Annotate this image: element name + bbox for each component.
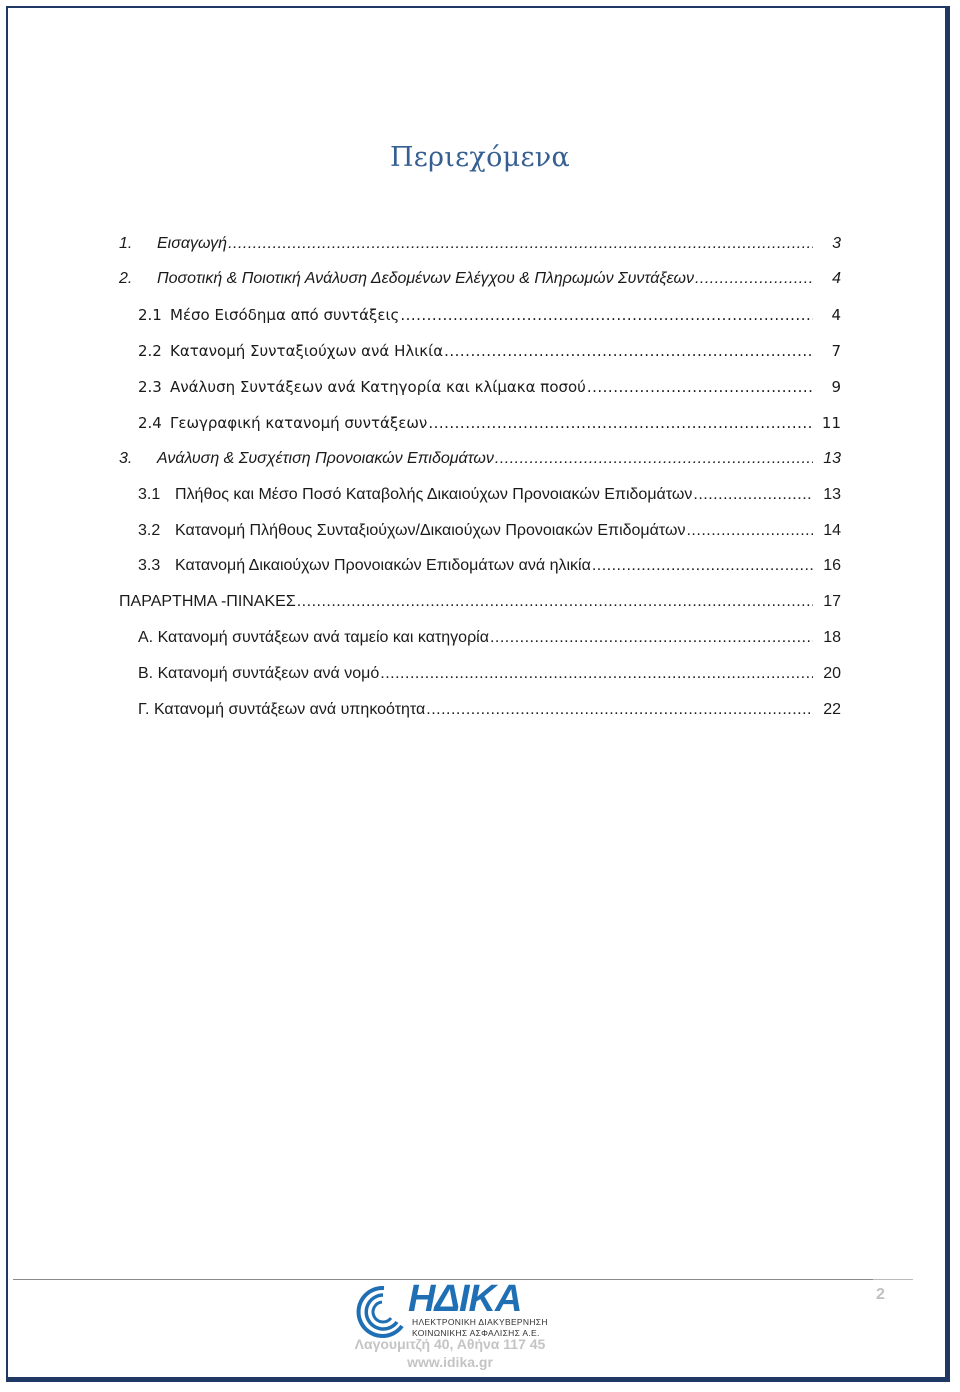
toc-label: Α. Κατανομή συντάξεων ανά ταμείο και κατηγορία: [138, 629, 489, 646]
toc-number: 1.: [119, 235, 133, 252]
toc-page: 3: [832, 235, 841, 252]
toc-page: 4: [831, 306, 841, 324]
toc-entry-2-3[interactable]: [0, 378, 960, 404]
toc-label: ΠΑΡΑΡΤΗΜΑ -ΠΙΝΑΚΕΣ: [119, 593, 296, 610]
toc-leader: [686, 522, 813, 540]
page-title: Περιεχόμενα: [389, 142, 571, 173]
toc-label: Ποσοτική & Ποιοτική Ανάλυση Δεδομένων Ελέγχου & Πληρωμών Συντάξεων: [157, 270, 694, 287]
toc-label: Πλήθος και Μέσο Ποσό Καταβολής Δικαιούχων Προνοιακών Επιδομάτων: [175, 486, 693, 503]
toc-label: Ανάλυση & Συσχέτιση Προνοιακών Επιδομάτων: [157, 450, 494, 467]
toc-leader: [428, 414, 813, 432]
toc-number: 2.1: [138, 306, 162, 324]
toc-entry-3-1[interactable]: [0, 486, 960, 512]
toc-leader: [490, 629, 813, 647]
toc-leader: [400, 306, 813, 324]
toc-label: Γεωγραφική κατανομή συντάξεων: [170, 414, 428, 432]
toc-page: 4: [832, 270, 841, 287]
toc-leader: [592, 557, 813, 575]
footer-website[interactable]: www.idika.gr: [407, 1354, 493, 1370]
toc-number: 2.3: [138, 378, 162, 396]
toc-label: Κατανομή Δικαιούχων Προνοιακών Επιδομάτων ανά ηλικία: [175, 557, 591, 574]
toc-page: 18: [823, 629, 841, 646]
toc-label: Κατανομή Πλήθους Συνταξιούχων/Δικαιούχων Προνοιακών Επιδομάτων: [175, 522, 686, 539]
toc-page: 20: [823, 665, 841, 682]
toc-entry-appendix-b[interactable]: [0, 665, 960, 691]
toc-leader: [695, 270, 813, 288]
page-border: [6, 6, 950, 1382]
page-number: 2: [876, 1286, 885, 1303]
toc-entry-appendix[interactable]: [0, 593, 960, 619]
toc-number: 3.1: [138, 486, 161, 503]
toc-label: Β. Κατανομή συντάξεων ανά νομό: [138, 665, 380, 682]
logo-subtitle-1: ΗΛΕΚΤΡΟΝΙΚΗ ΔΙΑΚΥΒΕΡΝΗΣΗ: [412, 1317, 548, 1327]
toc-entry-2-1[interactable]: [0, 306, 960, 332]
toc-number: 3.3: [138, 557, 161, 574]
toc-leader: [693, 486, 813, 504]
toc-leader: [426, 701, 813, 719]
footer-address: Λαγουμιτζή 40, Αθήνα 117 45: [354, 1336, 546, 1352]
toc-leader: [297, 593, 813, 611]
footer-divider-right: [873, 1279, 913, 1280]
toc-number: 2.4: [138, 414, 162, 432]
logo-subtitle-2: ΚΟΙΝΩΝΙΚΗΣ ΑΣΦΑΛΙΣΗΣ Α.Ε.: [412, 1328, 540, 1338]
toc-number: 2.2: [138, 342, 162, 360]
toc-entry-appendix-a[interactable]: [0, 629, 960, 655]
idika-logo: [354, 1278, 554, 1340]
toc-label: Εισαγωγή: [157, 235, 228, 252]
toc-leader: [444, 342, 813, 360]
toc-entry-2-4[interactable]: [0, 414, 960, 440]
toc-page: 17: [823, 593, 841, 610]
toc-leader: [380, 665, 813, 683]
toc-entry-3-3[interactable]: [0, 557, 960, 583]
toc-entry-3[interactable]: [0, 450, 960, 476]
toc-label: Γ. Κατανομή συντάξεων ανά υπηκοότητα: [138, 701, 426, 718]
toc-page: 9: [831, 378, 841, 396]
toc-entry-3-2[interactable]: [0, 522, 960, 548]
toc-page: 7: [831, 342, 841, 360]
toc-page: 14: [823, 522, 841, 539]
toc-number: 2.: [119, 270, 133, 287]
toc-page: 13: [823, 450, 841, 467]
toc-page: 11: [821, 414, 841, 432]
toc-label: Μέσο Εισόδημα από συντάξεις: [170, 306, 400, 324]
toc-page: 16: [823, 557, 841, 574]
toc-leader: [587, 378, 813, 396]
toc-leader: [495, 450, 813, 468]
toc-page: 13: [823, 486, 841, 503]
toc-label: Ανάλυση Συντάξεων ανά Κατηγορία και κλίμακα ποσού: [170, 378, 586, 396]
toc-number: 3.: [119, 450, 133, 467]
toc-number: 3.2: [138, 522, 161, 539]
toc-leader: [228, 235, 813, 253]
logo-emblem-icon: [354, 1282, 410, 1340]
toc-entry-1[interactable]: [0, 235, 960, 261]
toc-page: 22: [823, 701, 841, 718]
toc-entry-appendix-c[interactable]: [0, 701, 960, 727]
toc-entry-2[interactable]: [0, 270, 960, 296]
logo-wordmark: ΗΔΙΚΑ: [408, 1278, 522, 1320]
toc-entry-2-2[interactable]: [0, 342, 960, 368]
toc-label: Κατανομή Συνταξιούχων ανά Ηλικία: [170, 342, 444, 360]
